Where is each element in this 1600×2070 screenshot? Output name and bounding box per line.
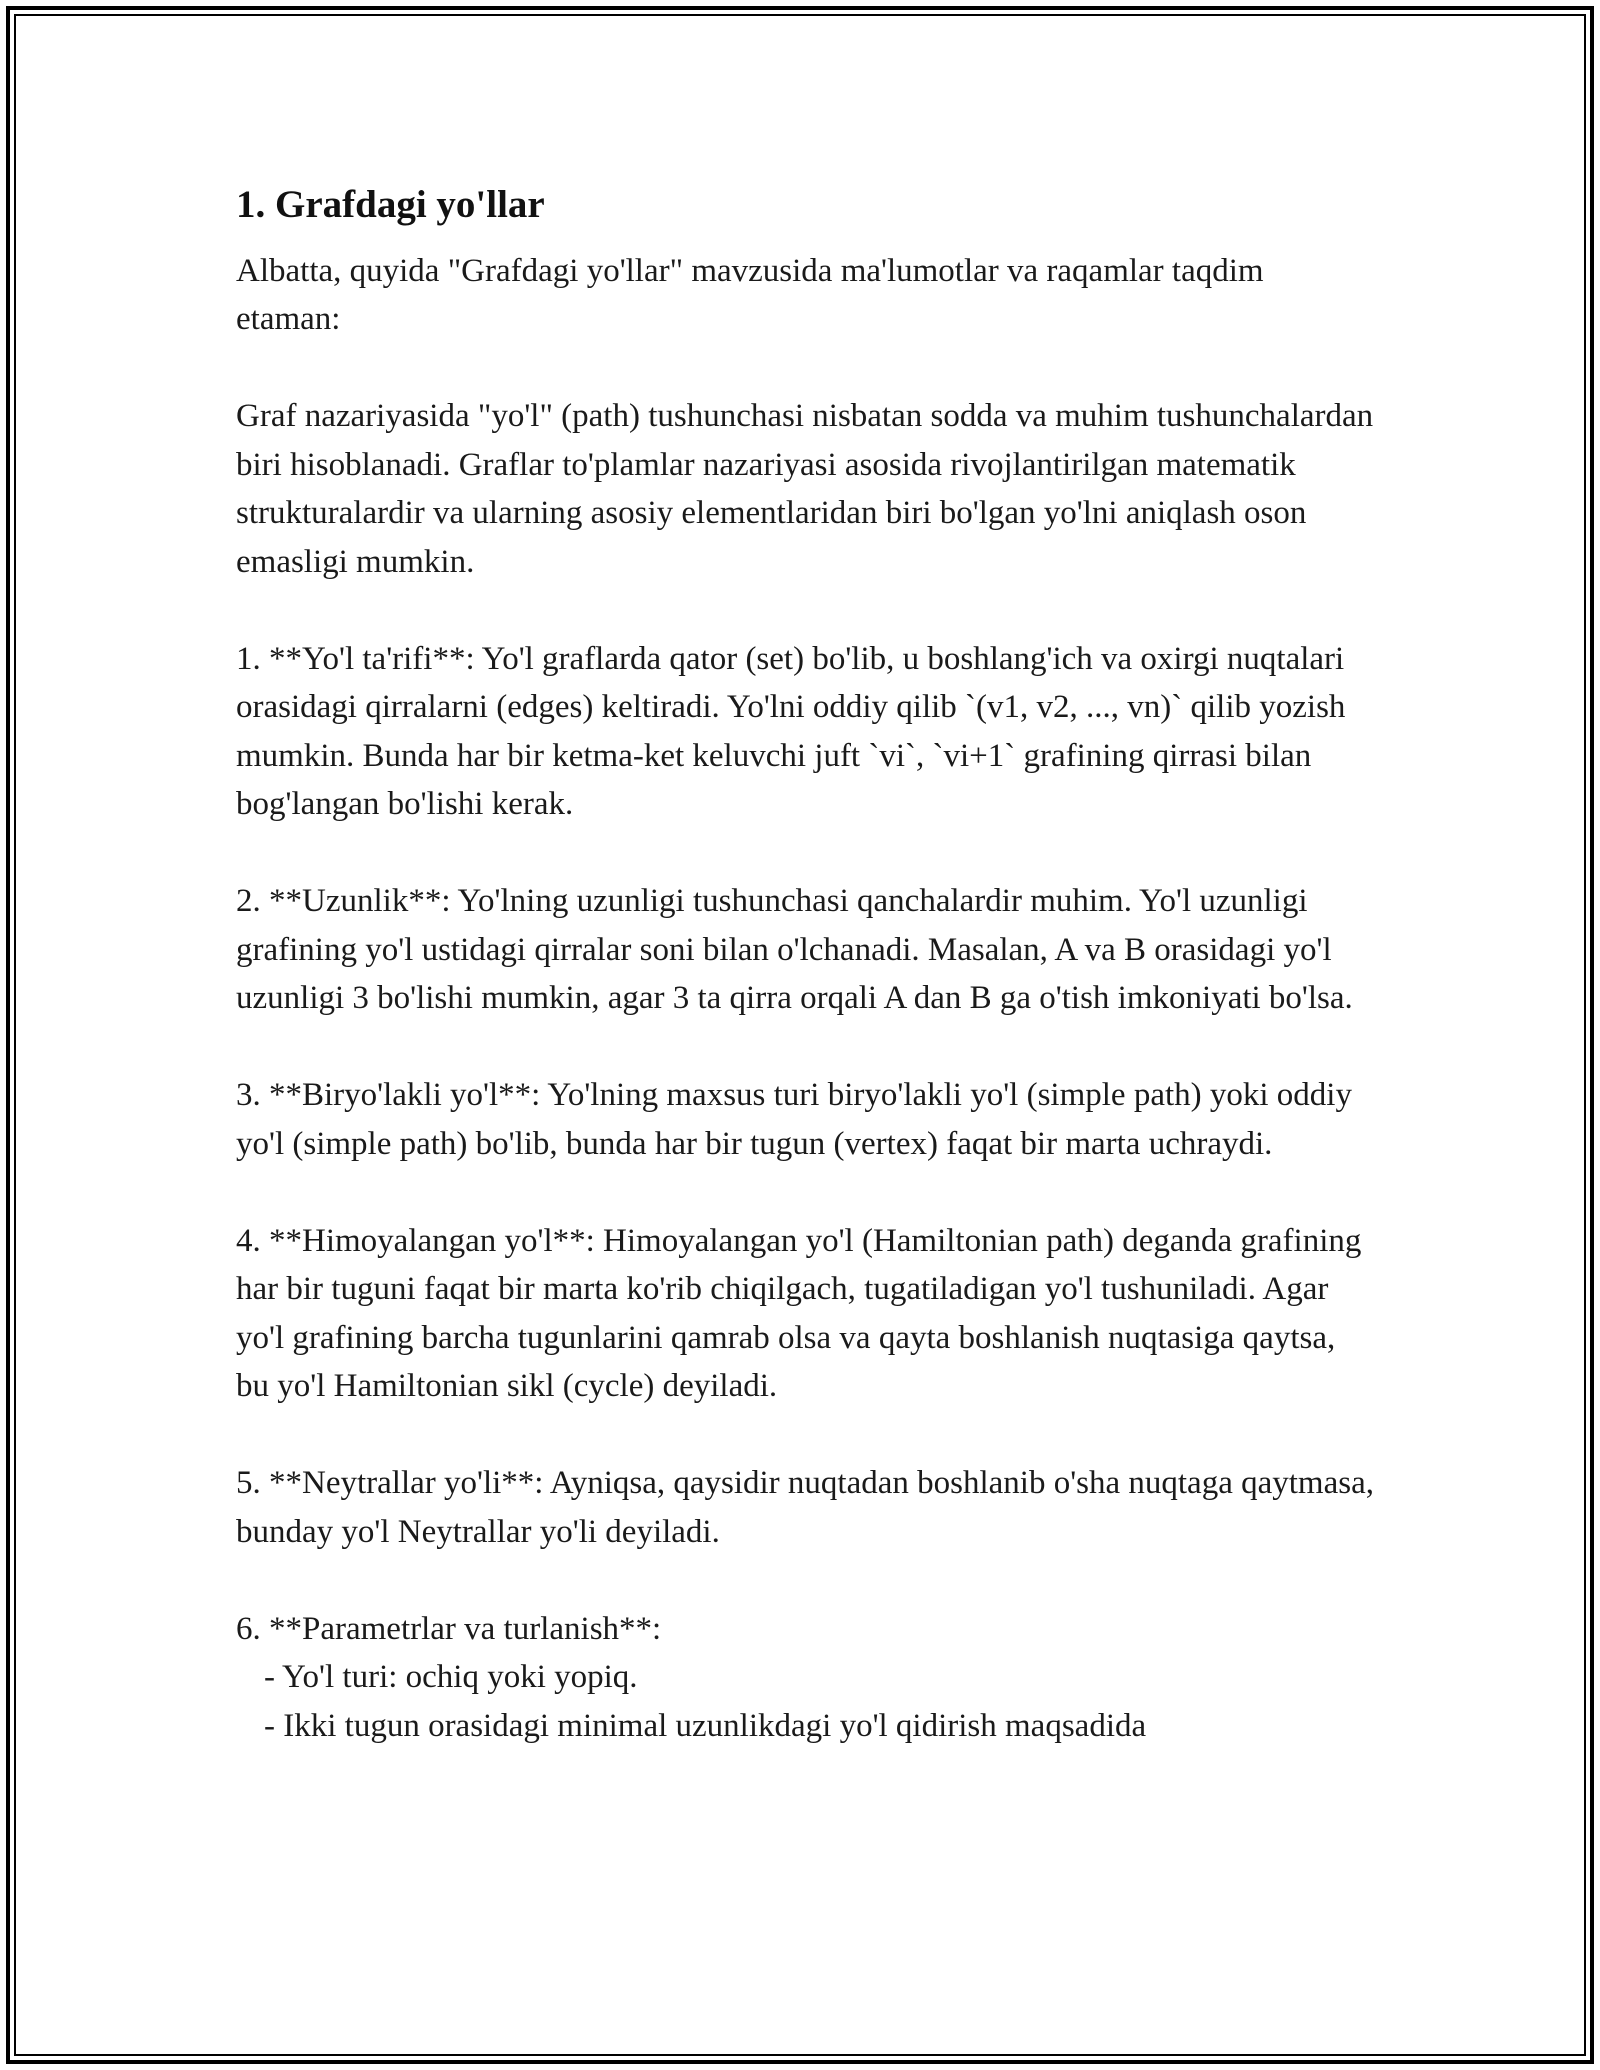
list-item-6-heading: 6. **Parametrlar va turlanish**: <box>236 1610 662 1647</box>
list-item-3: 3. **Biryo'lakli yo'l**: Yo'lning maxsus turi biryo'lakli yo'l (simple path) yoki oddiy yo'l (simple path) bo'lib, bunda har bir tugun (vertex) faqat bir marta uchraydi. <box>236 1077 1352 1162</box>
document-title: 1. Grafdagi yo'llar <box>236 183 545 226</box>
intro-paragraph: Albatta, quyida "Grafdagi yo'llar" mavzusida ma'lumotlar va raqamlar taqdim etaman: <box>236 252 1264 338</box>
list-item-4: 4. **Himoyalangan yo'l**: Himoyalangan yo'l (Hamiltonian path) deganda grafining har bir tuguni faqat bir marta ko'rib chiqilgach, tugatiladigan yo'l tushuniladi. Agar yo'l grafining barcha tugunlarini qamrab olsa va qayta boshlanish nuqtasiga qaytsa, bu yo'l Hamiltonian sikl (cycle) deyiladi. <box>236 1222 1362 1405</box>
list-item-1: 1. **Yo'l ta'rifi**: Yo'l graflarda qator (set) bo'lib, u boshlang'ich va oxirgi nuqtalari orasidagi qirralarni (edges) keltiradi. Yo'lni oddiy qilib `(v1, v2, ..., vn)` qilib yozish mumkin. Bunda har bir ketma-ket keluvchi juft `vi`, `vi+1` grafining qirrasi bilan bog'langan bo'lishi kerak. <box>236 640 1346 823</box>
list-item-5: 5. **Neytrallar yo'li**: Ayniqsa, qaysidir nuqtadan boshlanib o'sha nuqtaga qaytmasa, bunday yo'l Neytrallar yo'li deyiladi. <box>236 1465 1374 1550</box>
list-item-6-sub-2: - Ikki tugun orasidagi minimal uzunlikdagi yo'l qidirish maqsadida <box>264 1707 1147 1744</box>
definition-paragraph: Graf nazariyasida "yo'l" (path) tushunchasi nisbatan sodda va muhim tushunchalardan biri hisoblanadi. Graflar to'plamlar nazariyasi asosida rivojlantirilgan matematik strukturalardir va ularning asosiy elementlaridan biri bo'lgan yo'lni aniqlash oson emasligi mumkin. <box>236 398 1374 580</box>
list-item-2: 2. **Uzunlik**: Yo'lning uzunligi tushunchasi qanchalardir muhim. Yo'l uzunligi grafining yo'l ustidagi qirralar soni bilan o'lchanadi. Masalan, A va B orasidagi yo'l uzunligi 3 bo'lishi mumkin, agar 3 ta qirra orqali A dan B ga o'tish imkoniyati bo'lsa. <box>236 883 1353 1017</box>
list-item-6-sub-1: - Yo'l turi: ochiq yoki yopiq. <box>264 1659 638 1696</box>
document-body <box>236 180 1376 1750</box>
